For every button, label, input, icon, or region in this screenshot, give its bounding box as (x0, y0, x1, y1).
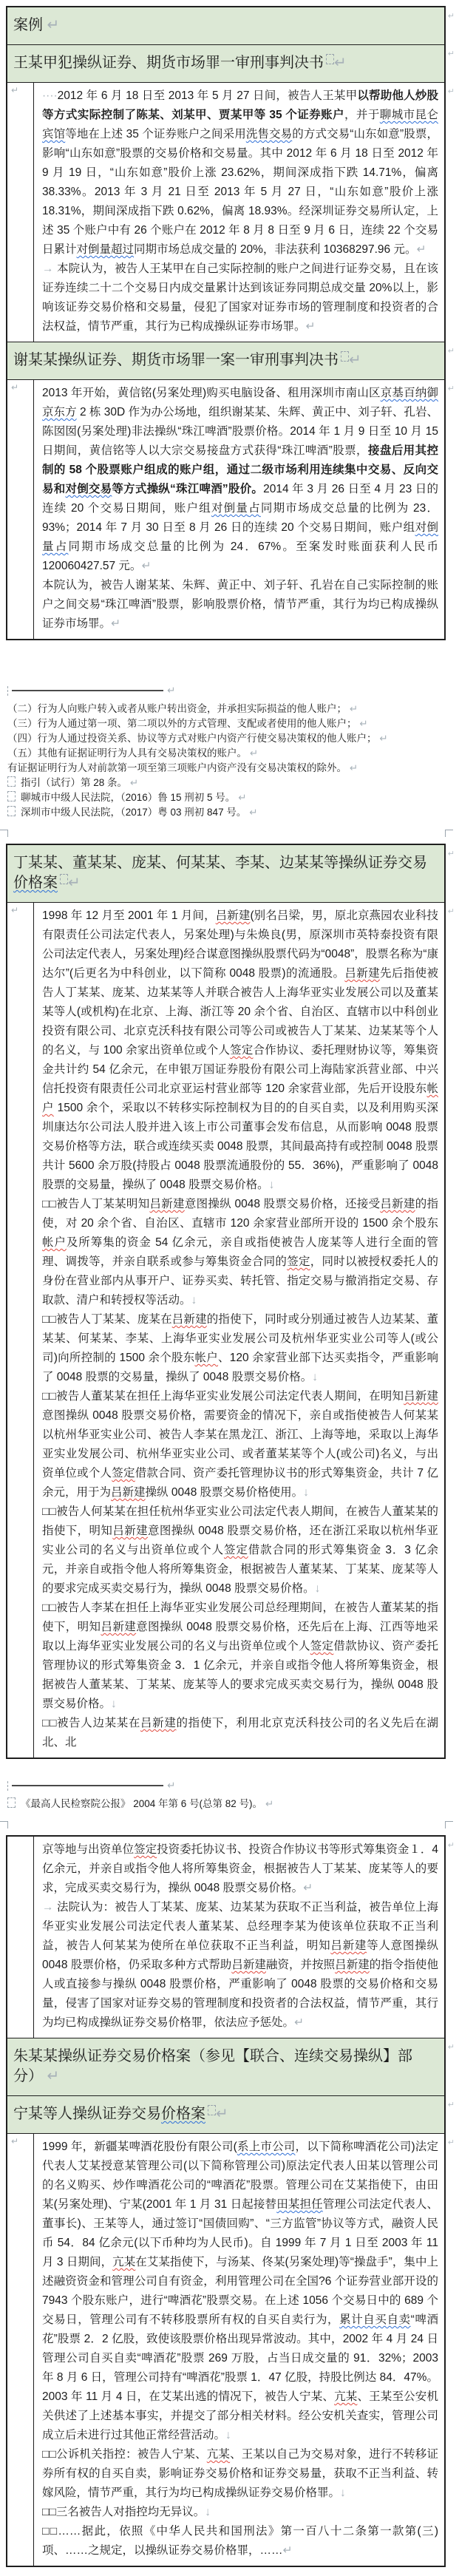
format-mark-icon: ···· (42, 89, 58, 102)
format-mark-icon: ↵ (282, 2544, 293, 2557)
separator-line (12, 1785, 163, 1786)
text-run: 京基百纳御京东方 (42, 387, 438, 418)
page-corner-left-icon (0, 1821, 8, 1828)
paragraph (42, 1310, 438, 1387)
text-run: 意图操纵 0048 股票交易价格，需要资金的情况下，亲自或指使被告人何某某以杭州华亚实业公司、被告人李某在黑龙江、浙江、上海等地，采取以上海华亚实业发展公司、杭州华亚实业公司、或者董某某等个人(或公司)名义，与出资单位或个人 (42, 1409, 438, 1479)
text-run: 吕新建 (101, 1621, 137, 1633)
format-mark-icon: ↓ (225, 2429, 231, 2441)
row-margin-cell (7, 903, 34, 1758)
footnote-area (6, 1778, 446, 1811)
row-end-mark-icon: ↵ (447, 347, 455, 356)
text-run: 累计自买自卖 (339, 2314, 411, 2326)
text-run: 2014 年 3 月 26 日至 4 月 23 日的连续 20 个交易日期间，账户组 (42, 483, 438, 515)
text-run: 签定 (287, 1255, 310, 1268)
format-mark-icon: ↵ (334, 55, 347, 71)
text-run: 亢某 (206, 2448, 231, 2461)
page3-case-table (6, 1835, 455, 2567)
text-run: 宁某等人操纵证券交易 (13, 2106, 161, 2122)
text-run: 本院认为，被告人谢某某、朱辉、黄正中、刘子轩、孔岩在自己实际控制的账户之间交易“珠江啤酒”股票，影响股票价格，情节严重，其行为均已构成操纵证券市场罪。 (42, 579, 438, 630)
text-run: 对倒量占 (42, 521, 438, 553)
text-run: 的指使下，同时或分别通过被告人边某某、董某某、何某某、李某、上海华亚实业发展公司及杭州华亚实业公司等人(或公司)向所控制的 1500 余个股东 (42, 1313, 438, 1364)
format-mark-icon: → (42, 1901, 57, 1914)
format-mark-icon: ↵ (68, 875, 81, 891)
text-run: 的指使，对 20 余个省、自治区、直辖市 120 余家营业部所开设的 1500 余个股东 (42, 1198, 438, 1230)
case-body-row (7, 902, 455, 1758)
text-run: 《最高人民检察院公报》 2004 年第 6 号(总第 82 号)。 (21, 1798, 263, 1809)
row-end-mark-icon: ↵ (447, 12, 455, 21)
text-run: （三）行为人通过第一项、第二项以外的方式管理、支配或者使用的他人账户； (7, 718, 357, 729)
case-text-cell (34, 2134, 444, 2566)
text-run: 亢某 (334, 2390, 358, 2403)
case-body-row (7, 1837, 455, 2038)
case-title (7, 2038, 444, 2095)
format-mark-icon: ↵ (356, 718, 368, 729)
text-run: 以帮助他人炒股等方式实际控制了陈某、刘某甲、贾某甲等 35 个证券账户 (42, 89, 438, 121)
footnote-line (7, 776, 446, 790)
separator-line (12, 690, 163, 691)
text-run: 朱某某操纵证券交易价格案（参见【联合、连续交易操纵】部分） (13, 2048, 412, 2084)
case-title-row (7, 2095, 455, 2133)
text-run: 吕新建 (335, 1959, 370, 1971)
footnote-area (6, 683, 446, 820)
case-title (7, 342, 444, 379)
pilcrow-icon: ↵ (11, 905, 19, 915)
paragraph (42, 1502, 438, 1599)
text-run: ，并于 (344, 109, 380, 121)
text-run: 的方式交易“山东如意”股票，影响“山东如意”股票的交易价格和交易量。其中 2012 年 6 月 18 日至 2012 年 9 月 19 日，“山东如意”股价上涨 23.62%，期间深成指下跌 14.71%，偏离 38.33%。2013 年 3 月 21 日至 2013 年 5 月 27 日，“山东如意”股价上涨 18.31%，期间深成指下跌 0.62%，偏离 18.93%。经深圳证券交易所认定，上述 35 个账户中有 26 个账户在 2012 年 8 月 8 日至 9 月 6 日，连续 22 个交易日累计 (42, 128, 438, 256)
text-run: 吕新建 (344, 967, 380, 980)
case-title (7, 7, 444, 44)
row-end-mark-icon: ↵ (447, 850, 455, 858)
page-boundary (6, 823, 446, 844)
text-run: 投资委托协议书、投资合作协议书等形式筹集资金１．4 亿余元，并亲自或指令他人将所筹集资金，根据被告人丁某某、庞某等人的要求，完成买卖交易行为，操纵 0048 股票交易价格。 (42, 1843, 438, 1894)
page-corner-left-icon (0, 830, 8, 837)
format-mark-icon: ↵ (43, 17, 60, 33)
text-run: 1998 年 12 月至 2001 年 1 月间， (42, 909, 216, 922)
pilcrow-icon: ↵ (167, 685, 176, 696)
text-run: 聊城市昆仑宾馆 (42, 109, 438, 140)
text-run: （二）行为人向账户转入或者从账户转出资金，并承担实际损益的他人账户； (7, 703, 347, 714)
text-run: 谢某某操纵证券、期货市场罪一案一审刑事判决书 (13, 352, 339, 368)
text-run: （五）其他有证据证明行为人具有交易决策权的账户。 (7, 748, 247, 759)
text-run: 签定 (310, 1640, 334, 1653)
format-mark-icon: ↓ (312, 1371, 318, 1383)
paragraph (42, 576, 438, 634)
text-run: 1500 余个，采取以不转移实际控制权为目的的自买自卖，以及利用购买深圳康达尔公司法人股并进入该上市公司董事会发布信息，从而影响 0048 股票交易价格等方法，联合或连续买卖 0048 股票，其间最高持有或控制 0048 股票共计 5600 余万股(持股占 0048 股票流通股份的 55．36%)，严重影响了 0048 股票的交易量，操纵了 0048 股票交易价格。 (42, 1102, 438, 1191)
row-end-mark-icon: ↵ (447, 87, 455, 96)
text-run: 聊城市中级人民法院，（2016）鲁 15 刑初 5 号。 (21, 792, 236, 803)
text-run: 借款合同的形式筹集资金 3．3 亿余元，并亲自或指令他人将所筹集资金，根据被告人董某某、丁某某、庞某等人的要求完成买卖交易行为，操纵 0048 股票交易价格。 (42, 1544, 438, 1595)
text-run: □□三名被告人对指控均无异议。 (42, 2506, 205, 2518)
paragraph (42, 1195, 438, 1310)
footnote-separator (7, 1778, 446, 1793)
case-text-cell (34, 380, 444, 639)
case-title (7, 45, 444, 82)
footnote-line (7, 761, 446, 776)
footnote-line (7, 1797, 446, 1811)
text-run: 丁某某、董某某、庞某、何某某、李某、边某某等操纵证券交易 (13, 855, 427, 871)
footnote-line (7, 702, 446, 716)
case-text-cell (34, 83, 444, 342)
text-run: 同期市场总成交量的 20%，非法获利 10368297.96 元。 (134, 243, 417, 256)
text-run: 在艾某指使下，与汤某、佟某(另案处理)等“操盘手”，集中上述融资资金和管理公司自有资金，利用管理公司在全国?6 个证券营业部开设的 7943 个股东账户，进行“啤酒花”股票交易。在上述 1056 个交易日中的 689 个交易日，管理公司有不转移股票所有权的自买自卖行为， (42, 2256, 438, 2326)
format-mark-icon: ↓ (303, 1486, 309, 1499)
footnote-number-icon (7, 791, 16, 801)
text-run: 、120 余家营业部下达买卖指令，严重影响了 0048 股票的交易量，操纵了 0048 股票交易价格。 (42, 1352, 438, 1383)
format-mark-icon: ↵ (246, 807, 258, 818)
text-run: ，以下简称啤酒花公司)法定代表人艾某授意某管理公司(以下简称管理公司)原法定代表人田某以管理公司的名义购买、炒作啤酒花公司的“啤酒花”股票。管理公司在艾某指使下，由田某(另案处理)、宁某(2001 年 1 月 31 日起接替 (42, 2141, 438, 2211)
text-run: 吕新建 (330, 1939, 367, 1952)
row-end-mark-icon: ↵ (447, 50, 455, 58)
footnote-number-icon (7, 1797, 16, 1808)
text-run: 借款协议、资产委托管理协议的形式筹集资金 3．1 亿余元，并亲自或指令他人将所筹集资金，根据被告人董某某、丁某某、庞某等人的要求完成买卖交易行为，操纵 0048 股票交易价格。 (42, 1640, 438, 1710)
text-run: 1999 年，新疆某啤酒花股份有限公司( (42, 2141, 237, 2153)
text-run: 意图操纵 0048 股票交易价格，还先后在上海、江西等地采取以上海华亚实业发展公司的名义与出资单位或个人 (42, 1621, 438, 1653)
row-margin-cell (7, 380, 34, 639)
format-mark-icon: ↵ (305, 320, 316, 333)
pilcrow-icon: ↵ (11, 85, 19, 95)
footnote-line (7, 731, 446, 746)
text-run: 、王某以自己为交易对象，进行不转移证券所有权的自买自卖，影响证券交易价格和证券交易量，获取不正当利益、转嫁风险，情节严重，其行为均已构成操纵证券交易价格罪。 (42, 2448, 438, 2499)
footnote-ref-icon (60, 874, 68, 884)
case-text-cell (34, 903, 444, 1758)
row-end-mark-icon: ↵ (447, 2138, 455, 2147)
text-run: 2 栋 30D 作为办公场地，组织谢某某、朱辉、黄正中、刘子轩、孔岩、陈囡囡(另案处理)非法操纵“珠江啤酒”股票价格。2014 年 1 月 9 日至 10 月 15 日期间，黄信铭等人以大宗交易接盘方式获得“珠江啤酒”股票， (42, 406, 438, 457)
separator-tick-icon (7, 1781, 10, 1791)
row-margin-cell (7, 83, 34, 342)
text-run: □□被告人边某某在 (42, 1717, 141, 1729)
case-title-row (7, 7, 455, 44)
row-end-mark-icon: ↵ (447, 2043, 455, 2052)
text-run: 吕新建 (140, 1717, 177, 1729)
case-title-row (7, 845, 455, 902)
text-run: □□……据此，依照《中华人民共和国刑法》第一百八十二条第一款第(三)项、……之规定，以操纵证券交易价格罪，…… (42, 2525, 438, 2557)
text-run: “啤酒花”股票 2．2 亿股，致使该股票价格出现异常波动。其中，2002 年 4 月 24 日管理公司自买自卖“啤酒花”股票 269 万股，占当日成交量的 91．32%；2003 年 8 月 6 日，管理公司持有“啤酒花”股票 1．47 亿股，持股比例达 84．47%。2003 年 11 月 4 日，在艾某出逃的情况下，被告人宁某、 (42, 2314, 438, 2403)
format-mark-icon: ↵ (262, 1798, 274, 1809)
text-run: 价格案 (13, 875, 58, 891)
format-mark-icon: ↓ (268, 1179, 275, 1191)
text-run: 等地在上述 35 个证券账户之间采用 (65, 128, 246, 140)
footnote-line (7, 805, 446, 820)
text-run: 帐户 (194, 1352, 219, 1364)
text-run: 洗售交易 (245, 128, 293, 140)
footnote-ref-icon (326, 54, 334, 64)
format-mark-icon: ↵ (43, 2068, 60, 2084)
paragraph (42, 1898, 438, 2033)
text-run: 先后指使被告人丁某某、庞某、边某某等人并联合被告人上海华亚实业发展公司以及董某某等人(或机构)在北京、上海、浙江等 20 余个省、自治区、直辖市以中科创业投资有限公司、北京克沃科技有限公司等公司或被告人丁某某、边某某等个人的名义，与 100 余家出资单位或个人 (42, 967, 438, 1057)
text-run: 的指使下，利用北京克沃科技公司的名义先后在湖北、北 (42, 1717, 438, 1749)
pilcrow-icon: ↵ (167, 1780, 176, 1791)
footnote-number-icon (7, 806, 16, 816)
text-run: 签定 (230, 1044, 254, 1057)
paragraph (42, 2445, 438, 2503)
format-mark-icon: ↵ (216, 2106, 228, 2122)
paragraph (42, 2503, 438, 2522)
text-run: 融资，并按照 (265, 1959, 336, 1971)
format-mark-icon: ↵ (235, 792, 247, 803)
text-run: 京等地与出资单位 (42, 1843, 135, 1856)
format-mark-icon: ↓ (340, 2487, 346, 2499)
pilcrow-icon: ↵ (11, 2136, 19, 2146)
text-run: 价格案 (161, 2106, 205, 2122)
text-run: 案例 (13, 17, 43, 33)
text-run: 本院认为，被告人王某甲在自己实际控制的账户之间进行证券交易，且在该证券连续二十二个交易日内成交量累计达到该证券同期总成交量 20%以上，影响该证券交易价格和交易量，侵犯了国家对证券市场的管理制度和投资者的合法权益，情节严重，其行为已构成操纵证券市场罪。 (42, 262, 438, 333)
format-mark-icon: → (42, 262, 57, 275)
text-run: 帐户 (42, 1236, 67, 1249)
case-title (7, 2096, 444, 2133)
text-run: 亢某 (112, 2256, 136, 2268)
format-mark-icon: ↓ (205, 2506, 211, 2518)
text-run: 吕新建 (112, 1525, 148, 1537)
text-run: 2012 年 6 月 18 日至 2013 年 5 月 27 日间，被告人王某甲 (57, 89, 358, 102)
text-run: 及所筹集的资金 54 亿余元，亲自或指使被告人庞某等人进行全面的管理、调拨等，并亲自联系或参与筹集资金合同的 (42, 1236, 438, 1268)
format-mark-icon: ↵ (376, 733, 388, 744)
row-end-mark-icon: ↵ (447, 384, 455, 393)
text-run: 占 (248, 502, 261, 515)
paragraph (42, 906, 438, 1195)
format-mark-icon: ↓ (111, 1698, 117, 1710)
format-mark-icon: ↵ (111, 617, 121, 630)
text-run: 签定 (134, 1843, 157, 1856)
row-margin-cell (7, 1837, 34, 2038)
text-run: □□被告人丁某某、庞某在 (42, 1313, 172, 1326)
text-run: 借款合同、资产委托管理协议书的形式筹集资金，共计 7 亿余元，用于为 (42, 1467, 438, 1499)
footnote-separator (7, 683, 446, 698)
format-mark-icon: ↵ (294, 2016, 305, 2029)
text-run: 对倒量超过 (76, 243, 135, 256)
text-run: 帐户 (42, 1082, 438, 1114)
text-run: 管理公司法定代表人、董事长)、王某等人，通过签订“国债回购”、“三方监管”协议等方式，融资人民币 54．84 亿余元(以下币种均为人民币)。自 1999 年 7 月 1 日至 2003 年 11 月 3 日期间， (42, 2198, 438, 2268)
text-run: □□公诉机关指控：被告人宁某、 (42, 2448, 207, 2461)
case-body-row (7, 82, 455, 342)
text-run: 同期市场成交总量的比例为 24．67%。至案发时账面获利人民币 120060427.57 元。 (42, 540, 438, 572)
text-run: 的指令指使他人或直接参与操纵 0048 股票价格，严重影响了 0048 股票的交易价格和交易量，侵害了国家对证券交易的管理制度和投资者的合法权益，情节严重，其行为均已构成操纵证券交易价格罪，依法应予惩处。 (42, 1959, 438, 2029)
page-boundary (6, 1814, 446, 1835)
footnote-number-icon (7, 776, 16, 787)
text-run: 签定 (223, 1544, 248, 1556)
row-margin-cell (7, 2134, 34, 2566)
format-mark-icon: ↵ (347, 703, 358, 714)
paragraph (42, 2138, 438, 2445)
text-run: 等人意图操纵 0048 股票价格，仍采取多种方式帮助 (42, 1939, 438, 1971)
footnote-line (7, 790, 446, 805)
text-run: 有证据证明行为人对前款第一项至第三项账户内资产没有交易决策权的除外。 (7, 762, 347, 773)
text-run: ，同时以被授权委托人的身份在营业部内从事开户、证券买卖、转托管、指定交易与撤消指定交易、存取款、清户和转授权等活动。 (42, 1255, 438, 1306)
text-run: (别名吕梁，男，原北京燕园农业科技有限责任公司法定代表人，另案处理)与朱焕良(男，原深圳市英特泰投资有限公司法定代表人，另案处理)经合谋意图操纵股票代码为“0048”，股票名称为“康达尔”(后更名为中科创业，以下简称 0048 股票)的流通股。 (42, 909, 438, 980)
paragraph (42, 1387, 438, 1502)
text-run: （四）行为人通过投资关系、协议等方式对账户内资产行使交易决策权的他人账户； (7, 733, 377, 744)
pilcrow-icon: ↵ (11, 382, 19, 393)
paragraph (42, 1714, 438, 1752)
paragraph (42, 384, 438, 576)
format-mark-icon: ↵ (127, 777, 139, 788)
text-run: 田某担任 (276, 2198, 323, 2211)
text-run: 系上市公司 (237, 2141, 296, 2153)
text-run: 签定 (112, 1467, 135, 1479)
format-mark-icon: ↓ (191, 1294, 197, 1306)
row-end-mark-icon: ↵ (447, 1841, 455, 1850)
paragraph (42, 1840, 438, 1898)
text-run: 等方式操纵“珠江啤酒”股价。 (112, 483, 264, 495)
format-mark-icon: ↵ (247, 748, 259, 759)
text-run: 法院认为：被告人丁某某、庞某、边某某为获取不正当利益，被告单位上海华亚实业发展公司法定代表人董某某、总经理李某为使该单位获取不正当利益，被告人何某某为使所在单位获取不正当利益，明知 (42, 1901, 438, 1952)
footnote-line (7, 716, 446, 731)
text-run: 意图操纵 0048 股票交易价格，还接受 (184, 1198, 381, 1210)
text-run: 吕新建 (380, 1198, 415, 1210)
format-mark-icon: ↓ (314, 1582, 321, 1595)
text-run: 吕新建 (404, 1390, 438, 1403)
paragraph (42, 1599, 438, 1714)
text-run: 吕新建 (215, 909, 251, 922)
text-run: 对倒交易 (65, 483, 112, 495)
case-body-row (7, 2133, 455, 2566)
page-corner-right-icon (445, 830, 453, 837)
text-run: 意图操纵 0048 股票交易价格，还在浙江采取以杭州华亚实业公司的名义与出资单位或个人 (42, 1525, 438, 1556)
case-text-cell (34, 1837, 444, 2038)
text-run: □□被告人丁某某明知 (42, 1198, 150, 1210)
format-mark-icon: ↵ (349, 352, 361, 368)
paragraph (42, 87, 438, 260)
text-run: 吕新建 (171, 1313, 207, 1326)
footnote-ref-icon (341, 351, 349, 362)
text-run: 、王某至公安机关供述了上述基本事实，并提交了部分相关材料。经公安机关查实，管理公司成立后未进行过其他正常经营活动。 (42, 2390, 438, 2441)
footnote-ref-icon (208, 2105, 216, 2115)
format-mark-icon: ↵ (141, 560, 152, 572)
separator-tick-icon (7, 686, 10, 696)
text-run: 合作协议、委托理财协议等，筹集资金共计约 54 亿余元，在申银万国证券股份有限公司上海陆家浜营业部、中兴信托投资有限责任公司北京亚运村营业部等 120 余家营业部，先后开设股东 (42, 1044, 438, 1095)
format-mark-icon: ↵ (416, 243, 426, 256)
row-end-mark-icon: ↵ (447, 2101, 455, 2109)
text-run: 吕新建 (111, 1486, 146, 1499)
text-run: 操纵 0048 股票交易价格使用。 (145, 1486, 304, 1499)
text-run: □□被告人何某某在担任杭州华亚实业公司法定代表人期间，在被告人董某某的指使下，明知 (42, 1505, 438, 1537)
text-run: 深圳市中级人民法院，（2017）粤 03 刑初 847 号。 (21, 807, 247, 818)
text-run: 吕新建 (149, 1198, 185, 1210)
text-run: □□被告人李某在担任上海华亚实业发展公司总经理期间，在被告人董某某的指使下，明知 (42, 1601, 438, 1633)
text-run: 指引（试行）第 28 条。 (21, 777, 128, 788)
page1-case-table (6, 6, 455, 640)
text-run: 王某甲犯操纵证券、期货市场罪一审刑事判决书 (13, 55, 324, 71)
text-run: 对倒量 (211, 502, 249, 515)
format-mark-icon: ↵ (303, 1882, 313, 1894)
text-run: 2013 年开始，黄信铭(另案处理)购买电脑设备、租用深圳市南山区 (42, 387, 381, 399)
page2-case-table (6, 844, 455, 1759)
text-run: 接盘后用其控制的 58 个股票账户组成的账户组，通过二级市场利用连续集中交易、反向交易和 (42, 444, 438, 495)
text-run: 同期市场成交总量的比例为 23．93%；2014 年 7 月 30 日至 8 月 26 日的连续 20 个交易日期间，账户组 (42, 502, 438, 534)
case-title (7, 845, 444, 902)
text-run: 吕新建 (231, 1959, 266, 1971)
paragraph (42, 2522, 438, 2560)
footnote-line (7, 746, 446, 761)
row-end-mark-icon: ↵ (447, 907, 455, 916)
case-title-row (7, 44, 455, 82)
page-corner-right-icon (445, 1821, 453, 1828)
text-run: □□被告人董某某在担任上海华亚实业发展公司法定代表人期间，在明知 (42, 1390, 404, 1403)
case-title-row (7, 2038, 455, 2095)
paragraph (42, 260, 438, 336)
format-mark-icon: ↵ (347, 762, 358, 773)
case-body-row (7, 379, 455, 639)
case-title-row (7, 342, 455, 379)
